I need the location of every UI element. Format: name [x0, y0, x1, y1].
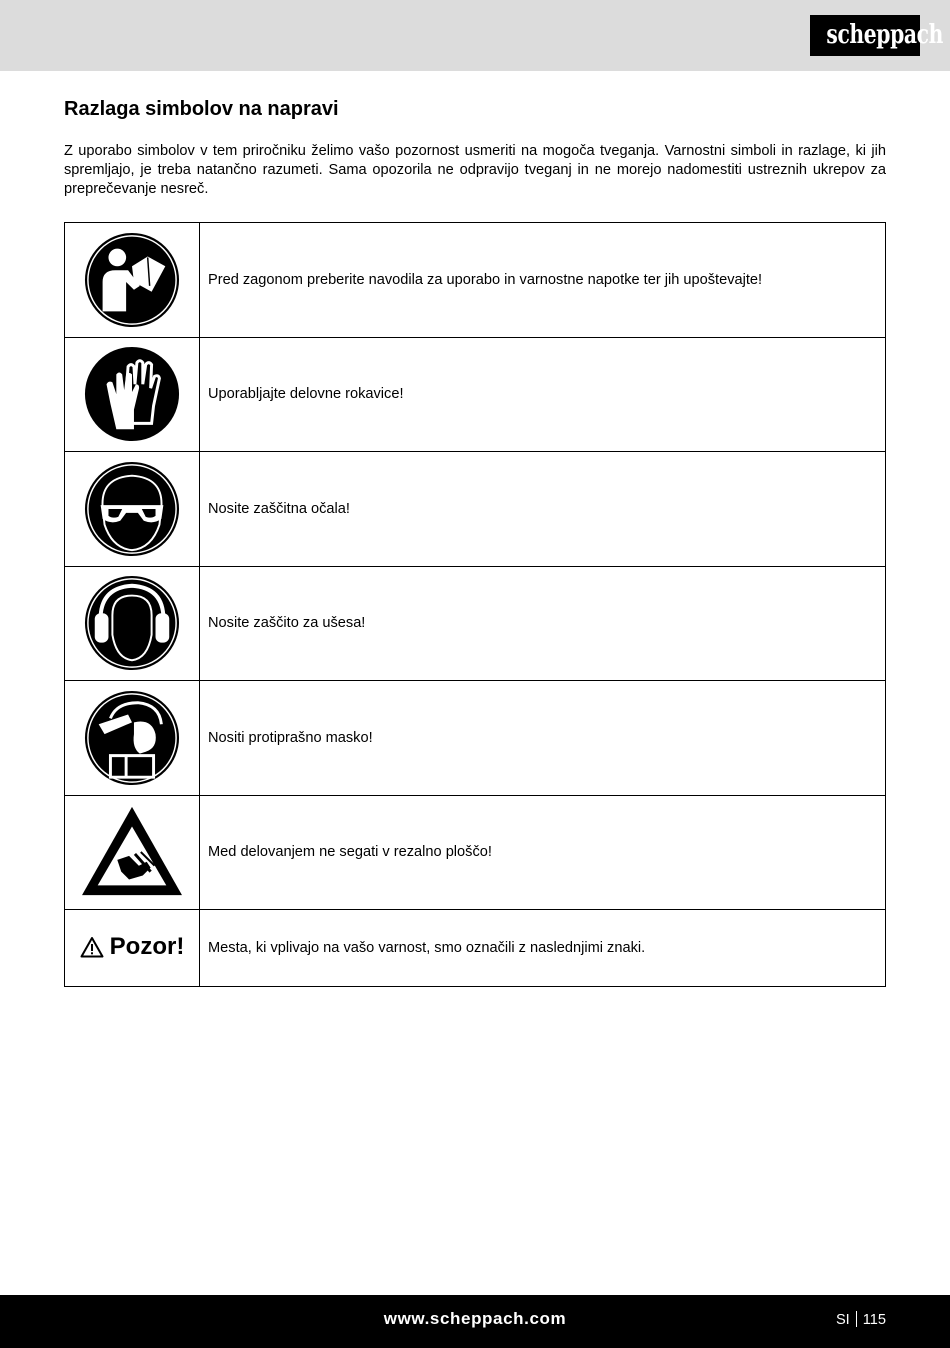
pozor-row	[65, 910, 886, 987]
symbol-text: Nosite zaščito za ušesa!	[200, 566, 886, 681]
ear-protection-icon	[83, 574, 181, 672]
scheppach-logo: scheppach	[810, 15, 920, 56]
page-title: Razlaga simbolov na napravi	[64, 98, 339, 120]
symbol-text: Med delovanjem ne segati v rezalno ploščo!	[200, 795, 886, 910]
pozor-label: Pozor!	[80, 933, 185, 961]
symbol-row	[65, 337, 886, 452]
page-header	[0, 0, 950, 71]
divider	[856, 1311, 857, 1327]
page-number: SI 115	[835, 1312, 886, 1328]
symbol-text: Pred zagonom preberite navodila za uporabo in varnostne napotke ter jih upoštevajte!	[200, 223, 886, 338]
symbol-row	[65, 452, 886, 567]
intro-paragraph: Z uporabo simbolov v tem priročniku želimo vašo pozornost usmeriti na mogoča tveganja. Varnostni simboli in razlage, ki jih spremljajo, je treba natančno razumeti. Sama opozorila ne odpravijo tveganj in ne morejo nadomestiti ustreznih ukrepov za preprečevanje nesreč.	[64, 143, 886, 197]
symbol-row	[65, 681, 886, 796]
symbol-text: Uporabljajte delovne rokavice!	[200, 337, 886, 452]
symbols-table	[64, 222, 886, 987]
hand-cutting-warning-icon	[78, 803, 186, 901]
dust-mask-icon	[83, 689, 181, 787]
symbol-row	[65, 566, 886, 681]
symbol-row	[65, 223, 886, 338]
symbol-text: Nosite zaščitna očala!	[200, 452, 886, 567]
page-footer	[0, 1295, 950, 1348]
warning-triangle-icon	[80, 936, 104, 958]
symbol-row	[65, 795, 886, 910]
gloves-icon	[83, 345, 181, 443]
website-link[interactable]: www.scheppach.com	[383, 1309, 567, 1328]
safety-goggles-icon	[83, 460, 181, 558]
symbol-text: Nositi protiprašno masko!	[200, 681, 886, 796]
pozor-text: Mesta, ki vplivajo na vašo varnost, smo označili z naslednjimi znaki.	[200, 910, 886, 987]
read-manual-icon	[83, 231, 181, 329]
